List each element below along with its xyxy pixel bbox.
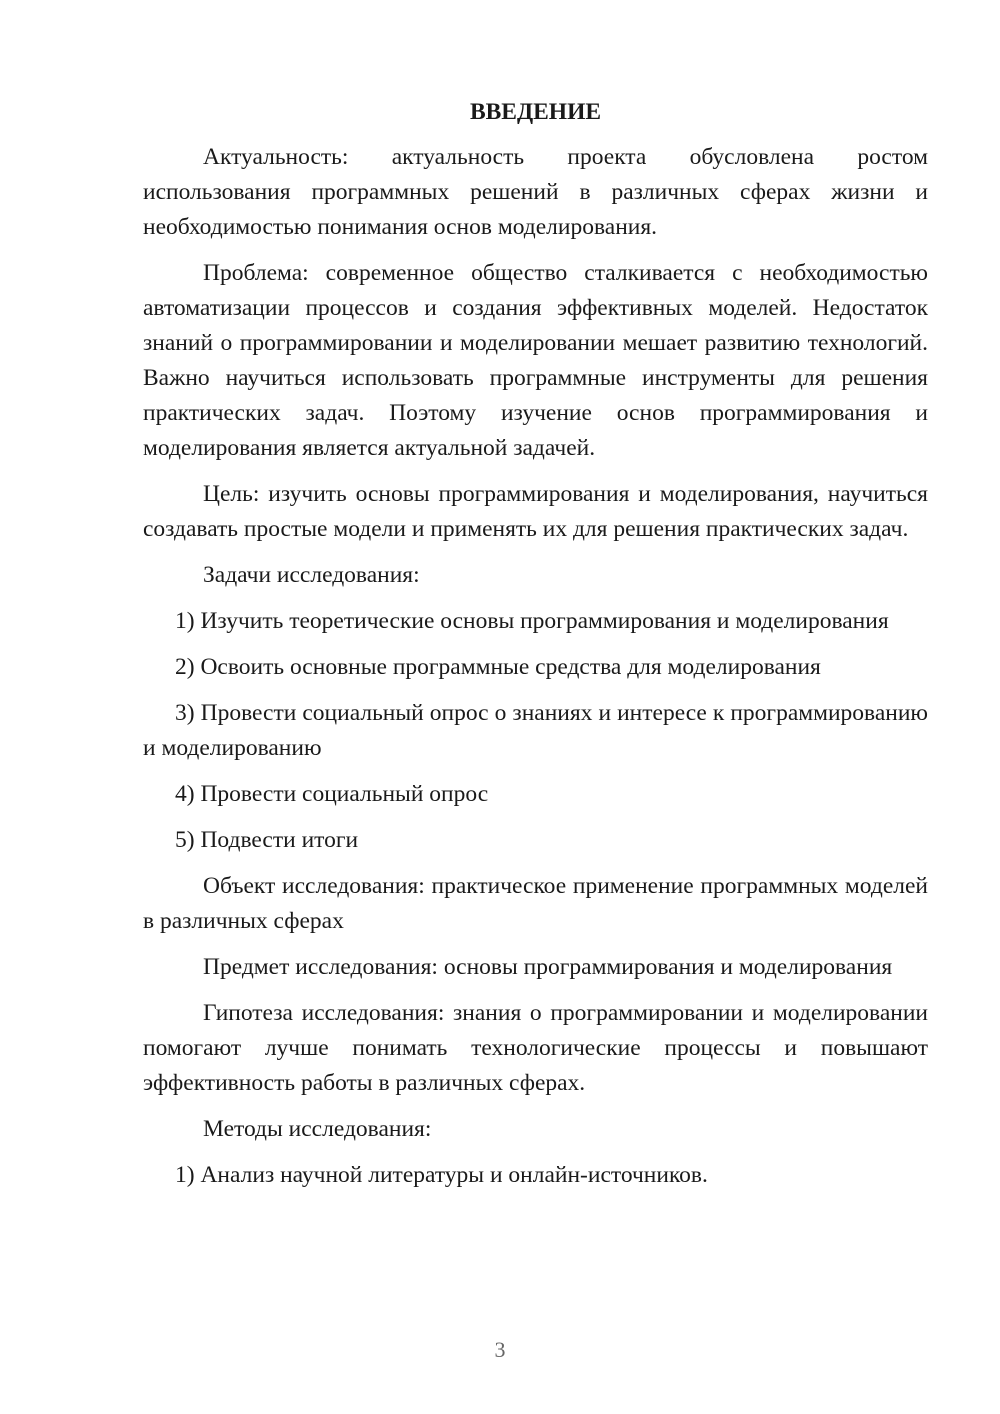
hypothesis-paragraph: Гипотеза исследования: знания о программировании и моделировании помогают лучше понимать технологические процессы и повышают эффективность работы в различных сферах. <box>143 1000 928 1096</box>
task-item: 1) Изучить теоретические основы программирования и моделирования <box>175 608 889 634</box>
page-number: 3 <box>494 1337 506 1362</box>
document-page <box>143 95 928 1204</box>
task-item: 5) Подвести итоги <box>175 827 359 853</box>
task-item: 2) Освоить основные программные средства для моделирования <box>175 654 821 680</box>
task-item: 3) Провести социальный опрос о знаниях и интересе к программированию и моделированию <box>143 700 928 761</box>
tasks-heading: Задачи исследования: <box>203 562 420 588</box>
task-item: 4) Провести социальный опрос <box>175 781 489 807</box>
relevance-paragraph: Актуальность: актуальность проекта обусловлена ростом использования программных решений в различных сферах жизни и необходимостью понимания основ моделирования. <box>143 144 928 240</box>
subject-paragraph: Предмет исследования: основы программирования и моделирования <box>203 954 893 980</box>
problem-paragraph: Проблема: современное общество сталкивается с необходимостью автоматизации процессов и создания эффективных моделей. Недостаток знаний о программировании и моделировании мешает развитию технологий. Важно научиться использовать программные инструменты для решения практических задач. Поэтому изучение основ программирования и моделирования является актуальной задачей. <box>143 260 928 461</box>
object-paragraph: Объект исследования: практическое применение программных моделей в различных сферах <box>143 873 928 934</box>
method-item: 1) Анализ научной литературы и онлайн-источников. <box>175 1162 708 1188</box>
methods-heading: Методы исследования: <box>203 1116 432 1142</box>
goal-paragraph: Цель: изучить основы программирования и моделирования, научиться создавать простые модели и применять их для решения практических задач. <box>143 481 928 542</box>
section-heading: ВВЕДЕНИЕ <box>469 99 602 125</box>
